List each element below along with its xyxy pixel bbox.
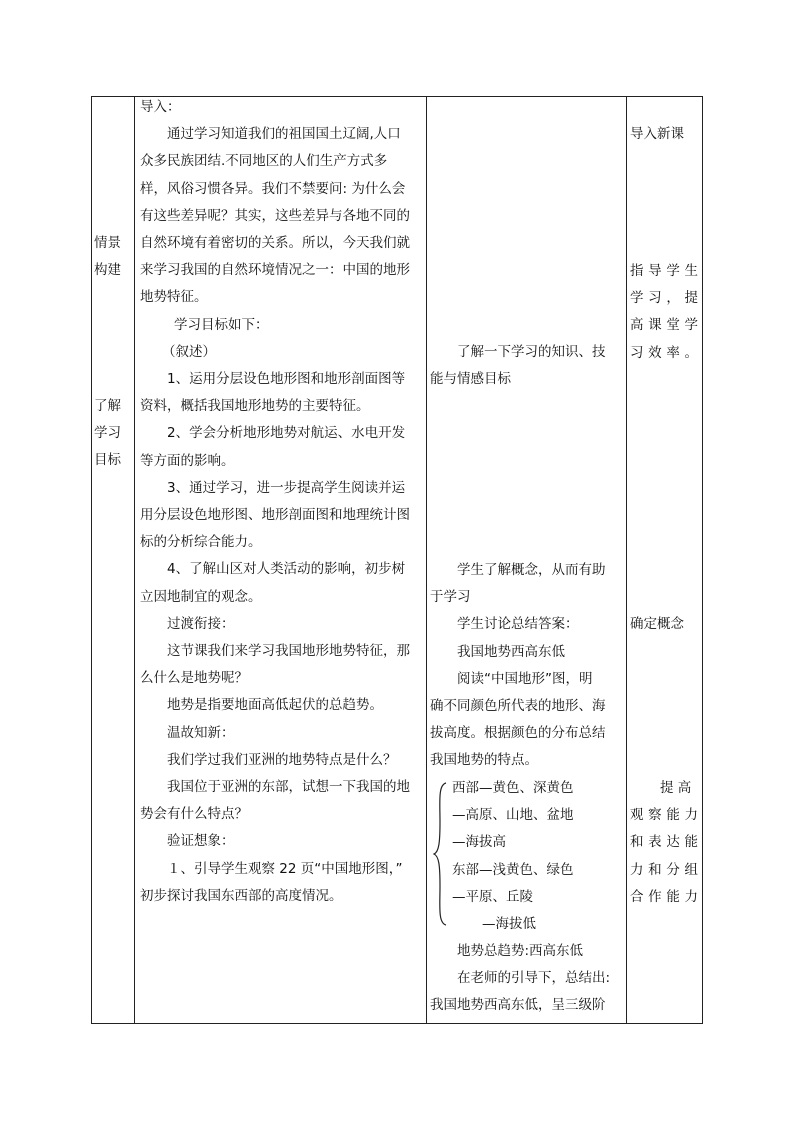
intent-line: 确定概念: [630, 616, 684, 632]
transition-heading: 过渡衔接：: [167, 615, 235, 632]
verify-heading: 验证想象：: [167, 833, 235, 850]
goal-line: 1、运用分层设色地形图和地形剖面图等: [167, 371, 406, 388]
goals-heading: 学习目标如下：: [174, 316, 269, 333]
review-question: 我国位于亚洲的东部，试想一下我国的地: [167, 779, 410, 796]
intent-line: 学习，提: [630, 290, 698, 307]
intent-line: 和表达能: [630, 834, 698, 851]
goal-line: 资料，概括我国地形地势的主要特征。: [140, 398, 370, 415]
intent-intro: [630, 121, 698, 148]
student-activity: [430, 557, 622, 775]
review-question: 我们学过我们亚洲的地势特点是什么？: [167, 751, 397, 768]
intent-line: 指导学生: [630, 263, 698, 279]
stage-label-line: 目标: [94, 452, 121, 469]
student-line: 我国地势的特点。: [430, 752, 538, 769]
intro-line: 样，风俗习惯各异。我们不禁要问: 为什么会: [140, 180, 406, 197]
column-divider: [426, 96, 427, 1024]
intent-line: 高课堂学: [630, 317, 698, 334]
teacher-activity: [140, 94, 423, 910]
student-line: 阅读“中国地形”图，明: [457, 670, 593, 687]
goal-line: 立因地制宜的观念。: [140, 588, 262, 605]
review-question: 势会有什么特点？: [140, 806, 248, 823]
goal-line: 2、学会分析地形地势对航运、水电开发: [167, 425, 406, 442]
stage-label-line: 了解: [94, 398, 121, 414]
goal-line: 标的分析综合能力。: [140, 534, 262, 551]
east-color: 东部—浅黄色、绿色: [452, 861, 574, 878]
transition-line: 么什么是地势呢？: [140, 670, 248, 687]
intro-line: 地势特征。: [140, 289, 208, 306]
terrain-summary: [452, 775, 622, 938]
narrate-note: （叙述）: [162, 343, 216, 360]
terrain-definition: 地势是指要地面高低起伏的总趋势。: [167, 697, 383, 714]
west-terrain: —高原、山地、盆地: [452, 807, 574, 824]
stage-label-line: 学习: [94, 425, 121, 442]
intent-line: 合作能力: [630, 888, 698, 905]
student-line: 学生了解概念，从而有助: [457, 562, 606, 578]
student-line: 在老师的引导下，总结出:: [457, 970, 611, 987]
intro-line: 通过学习知道我们的祖国国土辽阔,人口: [167, 126, 401, 143]
curly-brace-icon: [433, 782, 447, 927]
overall-trend: 地势总趋势:西高东低: [457, 943, 584, 959]
intro-line: 来学习我国的自然环境情况之一：中国的地形: [140, 262, 410, 279]
student-line: 拔高度。根据颜色的分布总结: [430, 725, 606, 742]
intent-ability: [630, 775, 698, 911]
intent-concept: [630, 611, 698, 638]
intent-line: 提 高: [660, 780, 692, 796]
student-conclusion: [430, 938, 622, 1020]
student-answer: 我国地势西高东低: [457, 643, 565, 660]
east-altitude: —海拔低: [482, 916, 536, 933]
intro-heading: 导入：: [140, 99, 181, 115]
student-goal-note: [430, 339, 622, 393]
intent-line: 力和分组: [630, 861, 698, 878]
stage-label-line: 情景: [94, 235, 121, 251]
goal-line: 4、了解山区对人类活动的影响，初步树: [167, 561, 406, 578]
verify-line: 初步探讨我国东西部的高度情况。: [140, 887, 343, 904]
intent-line: 习效率。: [630, 344, 698, 361]
column-divider: [626, 96, 627, 1024]
west-color: 西部—黄色、深黄色: [452, 780, 574, 796]
intent-guide: [630, 258, 698, 367]
stage-label-goals: [94, 393, 130, 475]
intent-line: 导入新课: [630, 126, 684, 142]
stage-label-scenario: [94, 230, 130, 284]
student-line: 了解一下学习的知识、技: [457, 344, 606, 360]
verify-line: １、引导学生观察 22 页“中国地形图，”: [167, 860, 403, 877]
west-altitude: —海拔高: [452, 834, 506, 851]
student-line: 确不同颜色所代表的地形、海: [430, 698, 606, 715]
student-line: 于学习: [430, 589, 471, 606]
intro-line: 自然环境有着密切的关系。所以，今天我们就: [140, 235, 410, 252]
intro-line: 众多民族团结.不同地区的人们生产方式多: [140, 153, 388, 170]
student-line: 我国地势西高东低，呈三级阶: [430, 997, 606, 1014]
stage-label-line: 构建: [94, 262, 121, 279]
transition-line: 这节课我们来学习我国地形地势特征，那: [167, 643, 410, 660]
student-line: 学生讨论总结答案：: [457, 616, 579, 633]
review-heading: 温故知新：: [167, 724, 235, 741]
student-line: 能与情感目标: [430, 371, 511, 388]
east-terrain: —平原、丘陵: [452, 888, 533, 905]
goal-line: 3、通过学习，进一步提高学生阅读并运: [167, 479, 406, 496]
intro-line: 有这些差异呢？其实，这些差异与各地不同的: [140, 207, 410, 224]
goal-line: 用分层设色地形图、地形剖面图和地理统计图: [140, 507, 410, 524]
intent-line: 观察能力: [630, 807, 698, 824]
goal-line: 等方面的影响。: [140, 452, 235, 469]
column-divider: [134, 96, 135, 1024]
